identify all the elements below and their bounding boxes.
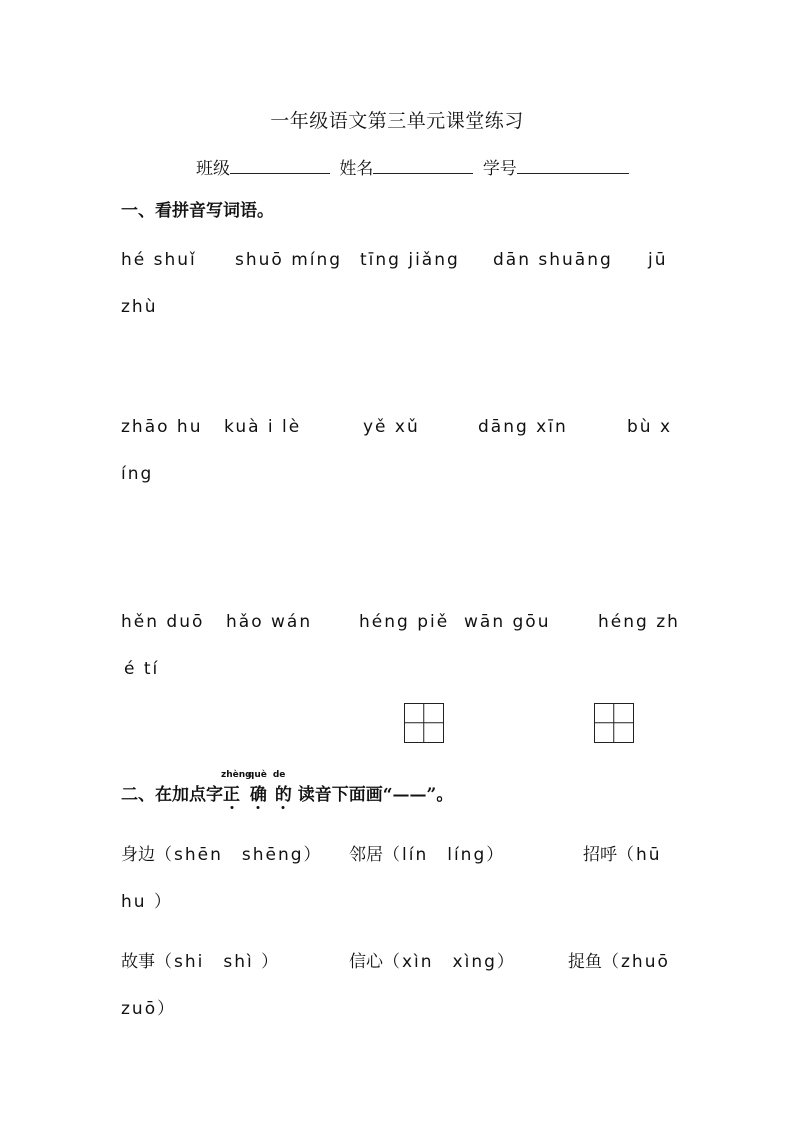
choice-word: 身边 [121, 845, 155, 865]
class-blank[interactable] [230, 156, 330, 174]
section2-heading-post: 读音下面画“——”。 [297, 785, 454, 805]
pinyin-item: zhāo hu [121, 417, 203, 437]
class-label: 班级 [196, 159, 230, 179]
writing-grid-box[interactable] [404, 703, 444, 743]
choice-word: 招呼 [583, 845, 617, 865]
dotted-char-text: 正 [223, 785, 240, 805]
emphasis-dot [230, 806, 233, 809]
choice-options[interactable]: （shēn shēng） [155, 845, 323, 865]
pinyin-item: bù x [627, 417, 673, 437]
pinyin-item: yě xǔ [363, 417, 420, 437]
choice-options[interactable]: （hū [617, 845, 662, 865]
choice-options[interactable]: （xìn xìng） [383, 952, 516, 972]
pinyin-wrap: zhù [121, 297, 158, 317]
emphasis-dot [282, 806, 285, 809]
choice-word: 捉鱼 [568, 952, 602, 972]
number-blank[interactable] [517, 156, 629, 174]
dotted-char-que [247, 770, 267, 805]
pinyin-item: shuō míng [235, 250, 343, 270]
pinyin-item: hěn duō [121, 612, 205, 632]
number-label: 学号 [482, 159, 517, 179]
char-pinyin: què [247, 770, 267, 780]
choice-options[interactable]: （shi shì ） [155, 952, 281, 972]
pinyin-item: hǎo wán [226, 612, 313, 632]
pinyin-item: hé shuǐ [121, 250, 197, 270]
pinyin-item: héng piě [359, 612, 450, 632]
writing-grid-box[interactable] [594, 703, 634, 743]
choice-word: 故事 [121, 952, 155, 972]
worksheet-title: 一年级语文第三单元课堂练习 [270, 110, 524, 132]
dotted-char-de [272, 770, 292, 805]
choice-item [121, 840, 323, 865]
section2-heading-pre: 二、在加点字 [121, 785, 223, 805]
section1-heading: 一、看拼音写词语。 [121, 201, 274, 221]
char-pinyin: zhèng [221, 770, 252, 780]
dotted-char-text: 确 [249, 785, 267, 805]
choice-word: 邻居 [349, 845, 383, 865]
name-label: 姓名 [339, 159, 374, 179]
choice-options[interactable]: （zhuō [602, 952, 670, 972]
choice-wrap[interactable]: hu ） [121, 892, 173, 912]
choice-wrap[interactable]: zuō） [121, 999, 177, 1019]
pinyin-item: dān shuāng [493, 250, 613, 270]
pinyin-item: dāng xīn [478, 417, 568, 437]
name-blank[interactable] [373, 156, 473, 174]
choice-item [583, 840, 662, 865]
pinyin-item: kuà i lè [224, 417, 302, 437]
pinyin-wrap: é tí [124, 659, 160, 679]
choice-item [349, 840, 505, 865]
pinyin-item: wān gōu [464, 612, 551, 632]
choice-options[interactable]: （lín líng） [383, 845, 506, 865]
choice-item [568, 947, 670, 972]
pinyin-wrap: íng [121, 464, 154, 484]
choice-item [349, 947, 516, 972]
pinyin-item: jū [648, 250, 668, 270]
dotted-char-zheng [221, 770, 252, 805]
student-info-line [196, 154, 633, 179]
char-pinyin: de [272, 770, 286, 780]
choice-word: 信心 [349, 952, 383, 972]
pinyin-item: tīng jiǎng [360, 250, 460, 270]
dotted-char-text: 的 [274, 785, 292, 805]
pinyin-item: héng zh [598, 612, 680, 632]
section2-heading [121, 770, 454, 805]
emphasis-dot [257, 806, 260, 809]
choice-item [121, 947, 280, 972]
